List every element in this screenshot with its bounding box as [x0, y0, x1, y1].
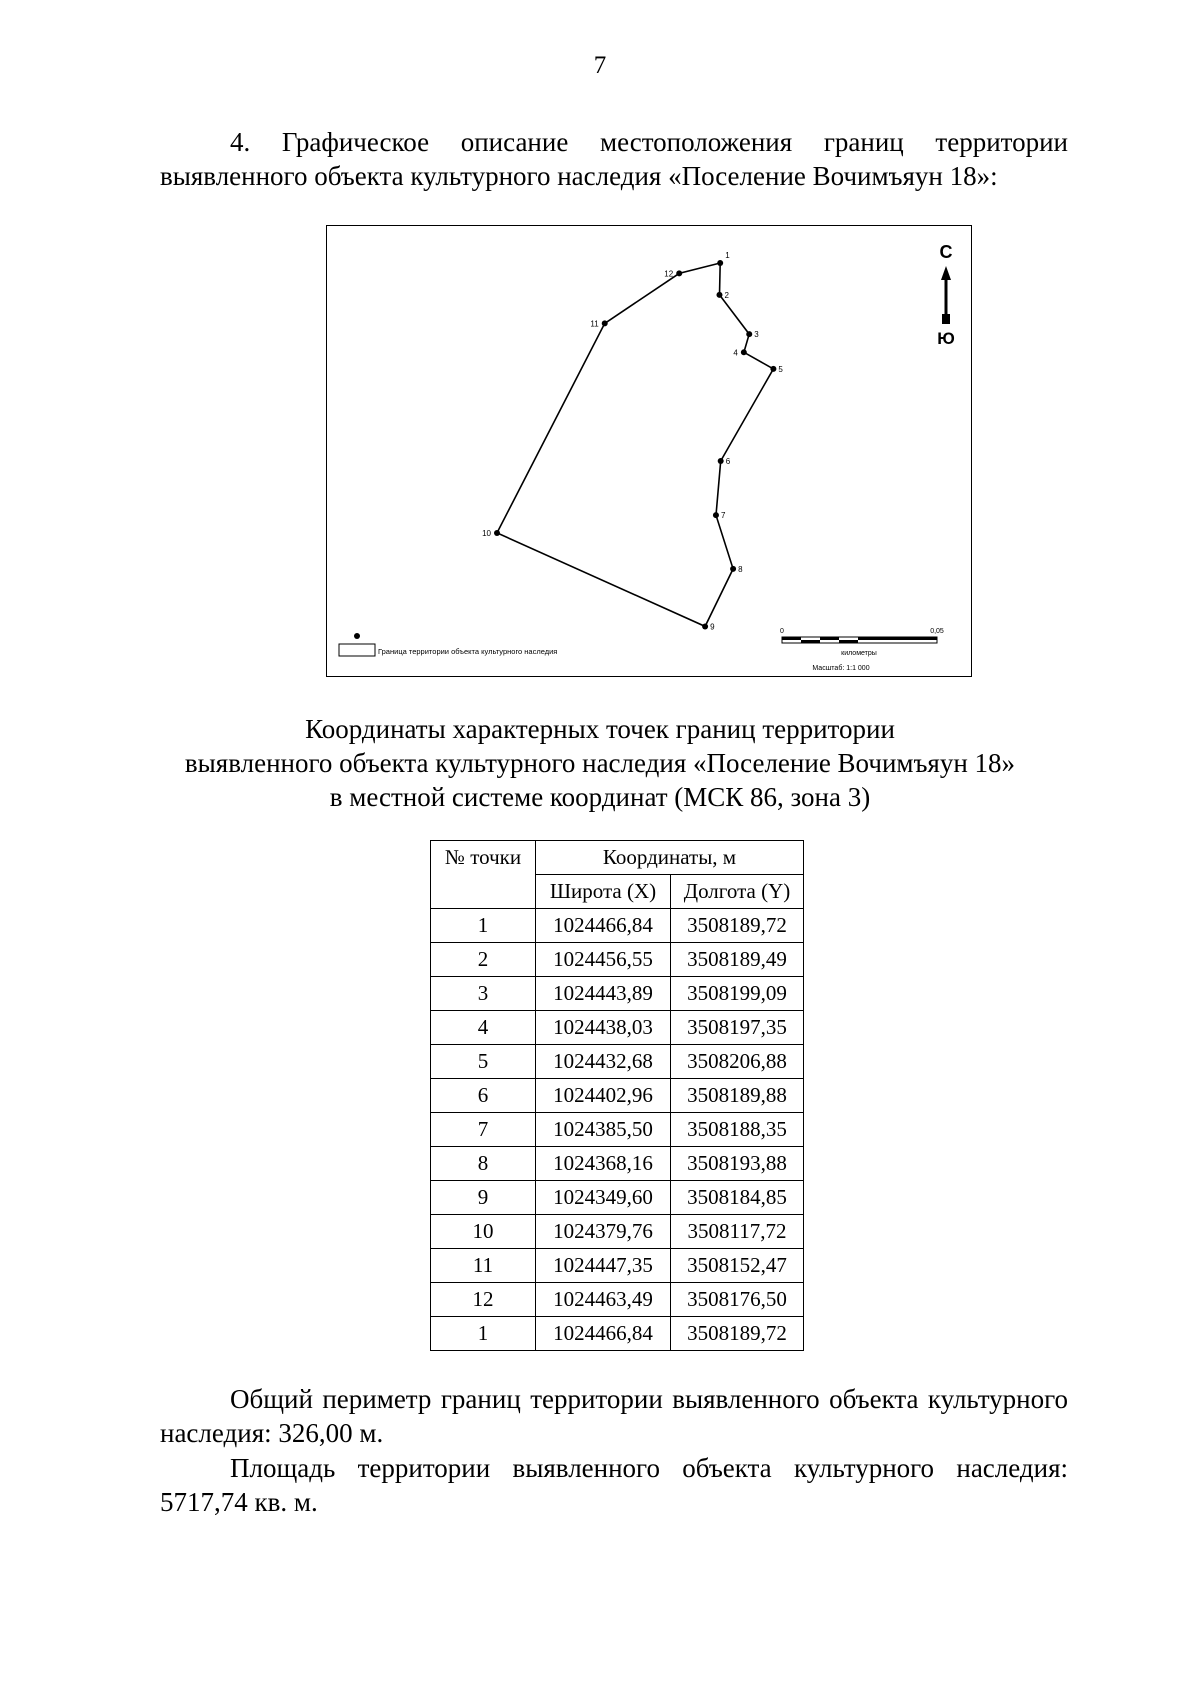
coordinates-title-line1: Координаты характерных точек границ территории — [305, 714, 895, 744]
boundary-point-label: 8 — [738, 564, 743, 574]
boundary-point-marker — [716, 292, 722, 298]
area-text: Площадь территории выявленного объекта культурного наследия: 5717,74 кв. м. — [160, 1453, 1068, 1517]
cell-point-number: 11 — [431, 1249, 536, 1283]
table-row — [431, 943, 804, 977]
cell-latitude-x: 1024447,35 — [536, 1249, 671, 1283]
cell-latitude-x: 1024349,60 — [536, 1181, 671, 1215]
map-canvas — [327, 226, 970, 675]
cell-point-number: 9 — [431, 1181, 536, 1215]
cell-longitude-y: 3508117,72 — [671, 1215, 804, 1249]
south-label: Ю — [937, 329, 955, 348]
boundary-map — [326, 225, 972, 677]
cell-latitude-x: 1024368,16 — [536, 1147, 671, 1181]
boundary-point-label: 11 — [590, 319, 599, 329]
boundary-points — [482, 251, 783, 631]
boundary-point-label: 4 — [733, 348, 738, 358]
cell-longitude-y: 3508184,85 — [671, 1181, 804, 1215]
cell-latitude-x: 1024385,50 — [536, 1113, 671, 1147]
cell-point-number: 7 — [431, 1113, 536, 1147]
boundary-point-label: 5 — [778, 364, 783, 374]
header-coordinates: Координаты, м — [536, 841, 804, 875]
cell-point-number: 12 — [431, 1283, 536, 1317]
boundary-point-label: 3 — [754, 330, 759, 340]
scale-bar — [780, 628, 944, 672]
cell-point-number: 5 — [431, 1045, 536, 1079]
boundary-point-marker — [702, 623, 708, 629]
table-row — [431, 1283, 804, 1317]
cell-longitude-y: 3508199,09 — [671, 977, 804, 1011]
cell-point-number: 8 — [431, 1147, 536, 1181]
scale-start-label: 0 — [780, 628, 784, 635]
cell-point-number: 3 — [431, 977, 536, 1011]
coordinates-title — [0, 712, 1200, 814]
boundary-point-marker — [713, 512, 719, 518]
cell-longitude-y: 3508197,35 — [671, 1011, 804, 1045]
table-row — [431, 909, 804, 943]
north-arrow-base — [942, 314, 950, 324]
boundary-point-marker — [770, 366, 776, 372]
coordinates-title-line3: в местной системе координат (МСК 86, зона 3) — [329, 782, 871, 812]
cell-longitude-y: 3508206,88 — [671, 1045, 804, 1079]
boundary-point-marker — [718, 458, 724, 464]
cell-latitude-x: 1024402,96 — [536, 1079, 671, 1113]
cell-point-number: 4 — [431, 1011, 536, 1045]
scale-end-label: 0,05 — [930, 628, 944, 635]
boundary-point-label: 2 — [724, 290, 729, 300]
table-row — [431, 1079, 804, 1113]
cell-point-number: 1 — [431, 1317, 536, 1351]
table-row — [431, 1011, 804, 1045]
legend-boundary-symbol — [339, 644, 375, 656]
header-point-number: № точки — [431, 841, 536, 909]
cell-point-number: 2 — [431, 943, 536, 977]
cell-longitude-y: 3508189,72 — [671, 1317, 804, 1351]
north-label: С — [939, 242, 953, 262]
cell-longitude-y: 3508189,72 — [671, 909, 804, 943]
legend-point-symbol — [354, 633, 360, 639]
table-row — [431, 1249, 804, 1283]
cell-longitude-y: 3508193,88 — [671, 1147, 804, 1181]
boundary-point-marker — [717, 260, 723, 266]
cell-point-number: 10 — [431, 1215, 536, 1249]
scale-unit-label: километры — [841, 650, 877, 657]
cell-longitude-y: 3508189,49 — [671, 943, 804, 977]
north-arrow-shaft — [945, 279, 948, 317]
boundary-point-label: 7 — [720, 511, 726, 521]
map-legend — [339, 633, 557, 656]
cell-longitude-y: 3508152,47 — [671, 1249, 804, 1283]
north-arrow-head — [941, 266, 951, 280]
cell-latitude-x: 1024463,49 — [536, 1283, 671, 1317]
table-row — [431, 1147, 804, 1181]
header-longitude-y: Долгота (Y) — [671, 875, 804, 909]
header-latitude-x: Широта (X) — [536, 875, 671, 909]
table-row — [431, 1113, 804, 1147]
boundary-point-marker — [730, 566, 736, 572]
cell-latitude-x: 1024443,89 — [536, 977, 671, 1011]
cell-latitude-x: 1024466,84 — [536, 1317, 671, 1351]
table-row — [431, 1317, 804, 1351]
scale-ratio-label: Масштаб: 1:1 000 — [812, 665, 870, 672]
table-row — [431, 1181, 804, 1215]
coordinates-table-body — [431, 909, 804, 1351]
boundary-point-label: 12 — [664, 269, 674, 279]
boundary-point-label: 6 — [725, 457, 731, 467]
perimeter-text: Общий периметр границ территории выявленного объекта культурного наследия: 326,00 м. — [160, 1384, 1068, 1448]
section-heading: 4. Графическое описание местоположения границ территории выявленного объекта культурного наследия «Поселение Вочимъяун 18»: — [160, 127, 1068, 191]
cell-longitude-y: 3508189,88 — [671, 1079, 804, 1113]
boundary-point-marker — [746, 331, 752, 337]
cell-point-number: 6 — [431, 1079, 536, 1113]
table-row — [431, 977, 804, 1011]
boundary-point-label: 9 — [710, 622, 715, 632]
table-row — [431, 1215, 804, 1249]
coordinates-title-line2: выявленного объекта культурного наследия «Поселение Вочимъяун 18» — [184, 748, 1016, 778]
table-row — [431, 1045, 804, 1079]
legend-text: Граница территории объекта культурного наследия — [378, 647, 558, 656]
boundary-point-marker — [494, 530, 500, 536]
coordinates-table — [430, 840, 804, 1351]
boundary-point-marker — [676, 270, 682, 276]
north-arrow — [937, 242, 955, 348]
boundary-point-label: 1 — [725, 251, 730, 260]
cell-longitude-y: 3508176,50 — [671, 1283, 804, 1317]
cell-latitude-x: 1024456,55 — [536, 943, 671, 977]
boundary-polygon — [497, 263, 773, 626]
cell-latitude-x: 1024438,03 — [536, 1011, 671, 1045]
cell-latitude-x: 1024379,76 — [536, 1215, 671, 1249]
cell-latitude-x: 1024466,84 — [536, 909, 671, 943]
boundary-point-marker — [741, 349, 747, 355]
cell-latitude-x: 1024432,68 — [536, 1045, 671, 1079]
cell-longitude-y: 3508188,35 — [671, 1113, 804, 1147]
cell-point-number: 1 — [431, 909, 536, 943]
page-number: 7 — [593, 52, 607, 79]
boundary-point-marker — [602, 320, 608, 326]
boundary-point-label: 10 — [482, 528, 491, 538]
